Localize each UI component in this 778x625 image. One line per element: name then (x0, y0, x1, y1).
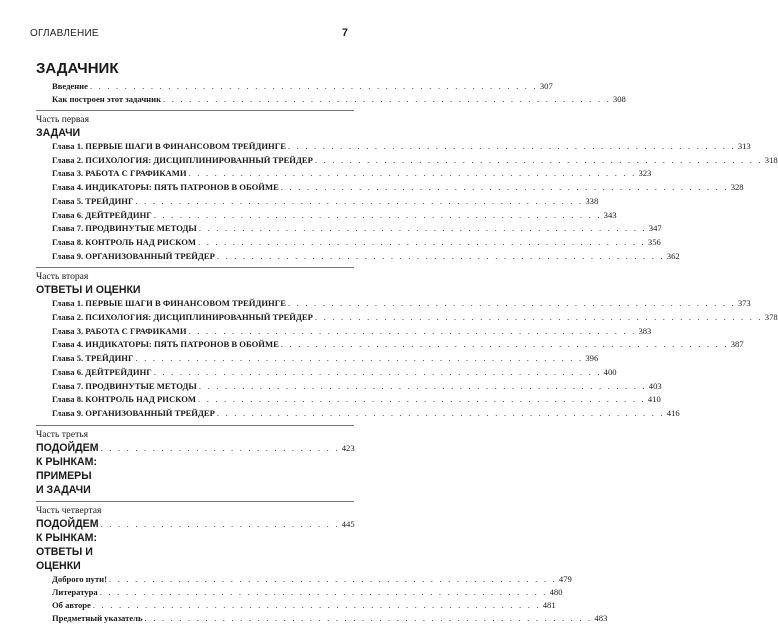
chapter-entry[interactable] (36, 195, 599, 209)
entry-title: Глава 7. ПРОДВИНУТЫЕ МЕТОДЫ (52, 380, 197, 391)
page-number: 7 (341, 27, 348, 39)
toc-entry[interactable] (36, 80, 553, 93)
entry-title: Глава 3. РАБОТА С ГРАФИКАМИ (52, 325, 187, 336)
leader-dots: . . . . . . . . . . . . . . . . . . . . . . . . . . . . . . . . . . . . . . . . . . . . . . . . . . . . (198, 394, 646, 405)
chapter-entry[interactable] (36, 325, 652, 339)
part1-label: Часть первая (36, 114, 89, 125)
entry-page: 396 (585, 353, 599, 364)
chapter-entry[interactable] (36, 407, 680, 421)
leader-dots: . . . . . . . . . . . . . . . . . . . . . . . . . . . . . . . . . . . . . . . . . . . . . . . . . . . . (99, 586, 548, 597)
chapter-entry[interactable] (36, 297, 751, 311)
chapter-entry[interactable] (36, 352, 599, 366)
entry-title: Глава 7. ПРОДВИНУТЫЕ МЕТОДЫ (52, 223, 197, 234)
part1-title: ЗАДАЧИ (36, 127, 81, 139)
entry-title: Глава 5. ТРЕЙДИНГ (52, 195, 134, 206)
divider (36, 425, 354, 426)
chapter-entry[interactable] (36, 250, 680, 264)
leader-dots: . . . . . . . . . . . . . . . . . . . . . . . . . . . . . . . . . . . . . . . . . . . . . . . . . . . . (198, 223, 647, 234)
entry-page: 400 (603, 366, 617, 377)
leader-dots: . . . . . . . . . . . . . . . . . . . . . . . . . . . . . . . . . . . . . . . . . . . . . . . . . . . . (216, 250, 665, 261)
intro-list (36, 80, 626, 106)
entry-title: Доброго пути! (52, 573, 107, 584)
entry-title: Литература (52, 586, 98, 597)
entry-title: Глава 2. ПСИХОЛОГИЯ: ДИСЦИПЛИНИРОВАННЫЙ ТРЕЙДЕР (52, 154, 313, 165)
back-matter-list (36, 573, 608, 625)
toc-entry[interactable] (36, 93, 626, 106)
part4-page: 445 (341, 518, 355, 529)
chapter-entry[interactable] (36, 140, 751, 154)
entry-page: 378 (764, 312, 778, 323)
part2-title: ОТВЕТЫ И ОЦЕНКИ (36, 284, 141, 297)
part2-chapter-list (36, 297, 778, 420)
leader-dots: . . . . . . . . . . . . . . . . . . . . . . . . . . . . . . . . . . . . . . . . . . . . . . . . . . . . (198, 236, 646, 247)
part4-title-row[interactable] (36, 517, 354, 573)
entry-title: Как построен этот задачник (52, 94, 162, 104)
entry-title: Глава 2. ПСИХОЛОГИЯ: ДИСЦИПЛИНИРОВАННЫЙ ТРЕЙДЕР (52, 312, 313, 323)
chapter-entry[interactable] (36, 393, 661, 407)
entry-page: 479 (558, 573, 572, 584)
entry-page: 318 (764, 154, 778, 165)
leader-dots: . . . . . . . . . . . . . . . . . . . . . . . . . . . . . . . . . . . . . . . . . . . . . . . . . . . . (198, 380, 647, 391)
leader-dots: . . . . . . . . . . . . . . . . . . . . . . . . . . . . . . . . . . . . . . . . . . . . . . . . . . . . (163, 94, 611, 104)
leader-dots: . . . . . . . . . . . . . . . . . . . . . . . . . . . . . . . . . . . . . . . . . . . . . . . . . . . . (314, 154, 763, 165)
leader-dots: . . . . . . . . . . . . . . . . . . . . . . . . . . . . . . . . . . . . . . . . . . . . . . . . . . . . (188, 168, 637, 179)
chapter-entry[interactable] (36, 380, 662, 394)
entry-title: Глава 4. ИНДИКАТОРЫ: ПЯТЬ ПАТРОНОВ В ОБОЙМЕ (52, 182, 279, 193)
chapter-entry[interactable] (36, 311, 778, 325)
leader-dots: . . . . . . . . . . . . . . . . . . . . . . . . . . . . (100, 518, 340, 529)
toc-entry[interactable] (36, 599, 556, 612)
entry-page: 338 (585, 195, 599, 206)
entry-title: Глава 4. ИНДИКАТОРЫ: ПЯТЬ ПАТРОНОВ В ОБОЙМЕ (52, 339, 279, 350)
chapter-entry[interactable] (36, 154, 778, 168)
part3-page: 423 (341, 442, 355, 453)
chapter-entry[interactable] (36, 167, 652, 181)
entry-page: 387 (730, 339, 744, 350)
entry-page: 416 (666, 407, 680, 418)
part4-label: Часть четвертая (36, 504, 102, 516)
entry-page: 481 (542, 599, 556, 610)
entry-page: 383 (638, 325, 652, 336)
chapter-entry[interactable] (36, 222, 662, 236)
leader-dots: . . . . . . . . . . . . . . . . . . . . . . . . . . . . . . . . . . . . . . . . . . . . . . . . . . . . (109, 573, 557, 584)
toc-content (36, 60, 778, 625)
entry-title: Глава 5. ТРЕЙДИНГ (52, 353, 134, 364)
divider (36, 110, 354, 111)
entry-title: Глава 9. ОРГАНИЗОВАННЫЙ ТРЕЙДЕР (52, 407, 215, 418)
entry-page: 307 (539, 81, 553, 91)
leader-dots: . . . . . . . . . . . . . . . . . . . . . . . . . . . . . . . . . . . . . . . . . . . . . . . . . . . . (314, 312, 763, 323)
entry-title: Глава 6. ДЕЙТРЕЙДИНГ (52, 209, 152, 220)
entry-page: 410 (647, 394, 661, 405)
part1-chapter-list (36, 140, 778, 263)
entry-page: 308 (612, 94, 626, 104)
toc-entry[interactable] (36, 586, 563, 599)
entry-page: 483 (594, 612, 608, 623)
leader-dots: . . . . . . . . . . . . . . . . . . . . . . . . . . . . (100, 442, 340, 453)
entry-page: 480 (549, 586, 563, 597)
leader-dots: . . . . . . . . . . . . . . . . . . . . . . . . . . . . . . . . . . . . . . . . . . . . . . . . . . . . (92, 599, 541, 610)
part3-title-row[interactable] (36, 441, 354, 497)
leader-dots: . . . . . . . . . . . . . . . . . . . . . . . . . . . . . . . . . . . . . . . . . . . . . . . . . . . . (287, 298, 736, 309)
leader-dots: . . . . . . . . . . . . . . . . . . . . . . . . . . . . . . . . . . . . . . . . . . . . . . . . . . . . (89, 81, 538, 91)
leader-dots: . . . . . . . . . . . . . . . . . . . . . . . . . . . . . . . . . . . . . . . . . . . . . . . . . . . . (280, 339, 729, 350)
entry-title: Глава 9. ОРГАНИЗОВАННЫЙ ТРЕЙДЕР (52, 250, 215, 261)
entry-page: 343 (603, 209, 617, 220)
part3-label: Часть третья (36, 428, 89, 440)
leader-dots: . . . . . . . . . . . . . . . . . . . . . . . . . . . . . . . . . . . . . . . . . . . . . . . . . . . . (153, 366, 602, 377)
chapter-entry[interactable] (36, 236, 661, 250)
part2-label: Часть вторая (36, 271, 89, 283)
toc-entry[interactable] (36, 612, 608, 625)
running-head: ОГЛАВЛЕНИЕ (30, 28, 99, 39)
leader-dots: . . . . . . . . . . . . . . . . . . . . . . . . . . . . . . . . . . . . . . . . . . . . . . . . . . . . (216, 407, 665, 418)
chapter-entry[interactable] (36, 209, 617, 223)
entry-page: 313 (737, 141, 751, 151)
chapter-entry[interactable] (36, 338, 744, 352)
entry-title: Глава 1. ПЕРВЫЕ ШАГИ В ФИНАНСОВОМ ТРЕЙДИНГЕ (52, 298, 286, 309)
entry-title: Глава 8. КОНТРОЛЬ НАД РИСКОМ (52, 236, 197, 247)
entry-page: 403 (648, 380, 662, 391)
leader-dots: . . . . . . . . . . . . . . . . . . . . . . . . . . . . . . . . . . . . . . . . . . . . . . . . . . . . (135, 195, 584, 206)
entry-page: 328 (730, 182, 744, 193)
entry-page: 362 (666, 250, 680, 261)
chapter-entry[interactable] (36, 181, 744, 195)
entry-title: Глава 3. РАБОТА С ГРАФИКАМИ (52, 168, 187, 179)
entry-page: 323 (638, 168, 652, 179)
leader-dots: . . . . . . . . . . . . . . . . . . . . . . . . . . . . . . . . . . . . . . . . . . . . . . . . . . . . (135, 353, 584, 364)
entry-title: Глава 8. КОНТРОЛЬ НАД РИСКОМ (52, 394, 197, 405)
divider (36, 267, 354, 268)
main-heading: ЗАДАЧНИК (36, 60, 119, 77)
entry-page: 356 (647, 236, 661, 247)
entry-title: Об авторе (52, 599, 91, 610)
entry-title: Глава 1. ПЕРВЫЕ ШАГИ В ФИНАНСОВОМ ТРЕЙДИНГЕ (52, 141, 286, 151)
entry-title: Предметный указатель (52, 612, 143, 623)
leader-dots: . . . . . . . . . . . . . . . . . . . . . . . . . . . . . . . . . . . . . . . . . . . . . . . . . . . . (188, 325, 637, 336)
leader-dots: . . . . . . . . . . . . . . . . . . . . . . . . . . . . . . . . . . . . . . . . . . . . . . . . . . . . (280, 182, 729, 193)
entry-page: 347 (648, 223, 662, 234)
entry-title: Глава 6. ДЕЙТРЕЙДИНГ (52, 366, 152, 377)
part3-title: ПОДОЙДЕМ К РЫНКАМ: ПРИМЕРЫ И ЗАДАЧИ (36, 441, 99, 496)
leader-dots: . . . . . . . . . . . . . . . . . . . . . . . . . . . . . . . . . . . . . . . . . . . . . . . . . . . . (144, 612, 593, 623)
entry-title: Введение (52, 81, 88, 91)
entry-page: 373 (737, 298, 751, 309)
leader-dots: . . . . . . . . . . . . . . . . . . . . . . . . . . . . . . . . . . . . . . . . . . . . . . . . . . . . (153, 209, 602, 220)
chapter-entry[interactable] (36, 366, 617, 380)
toc-entry[interactable] (36, 573, 572, 586)
divider (36, 501, 354, 502)
leader-dots: . . . . . . . . . . . . . . . . . . . . . . . . . . . . . . . . . . . . . . . . . . . . . . . . . . . . (287, 141, 736, 151)
part4-title: ПОДОЙДЕМ К РЫНКАМ: ОТВЕТЫ И ОЦЕНКИ (36, 517, 99, 572)
